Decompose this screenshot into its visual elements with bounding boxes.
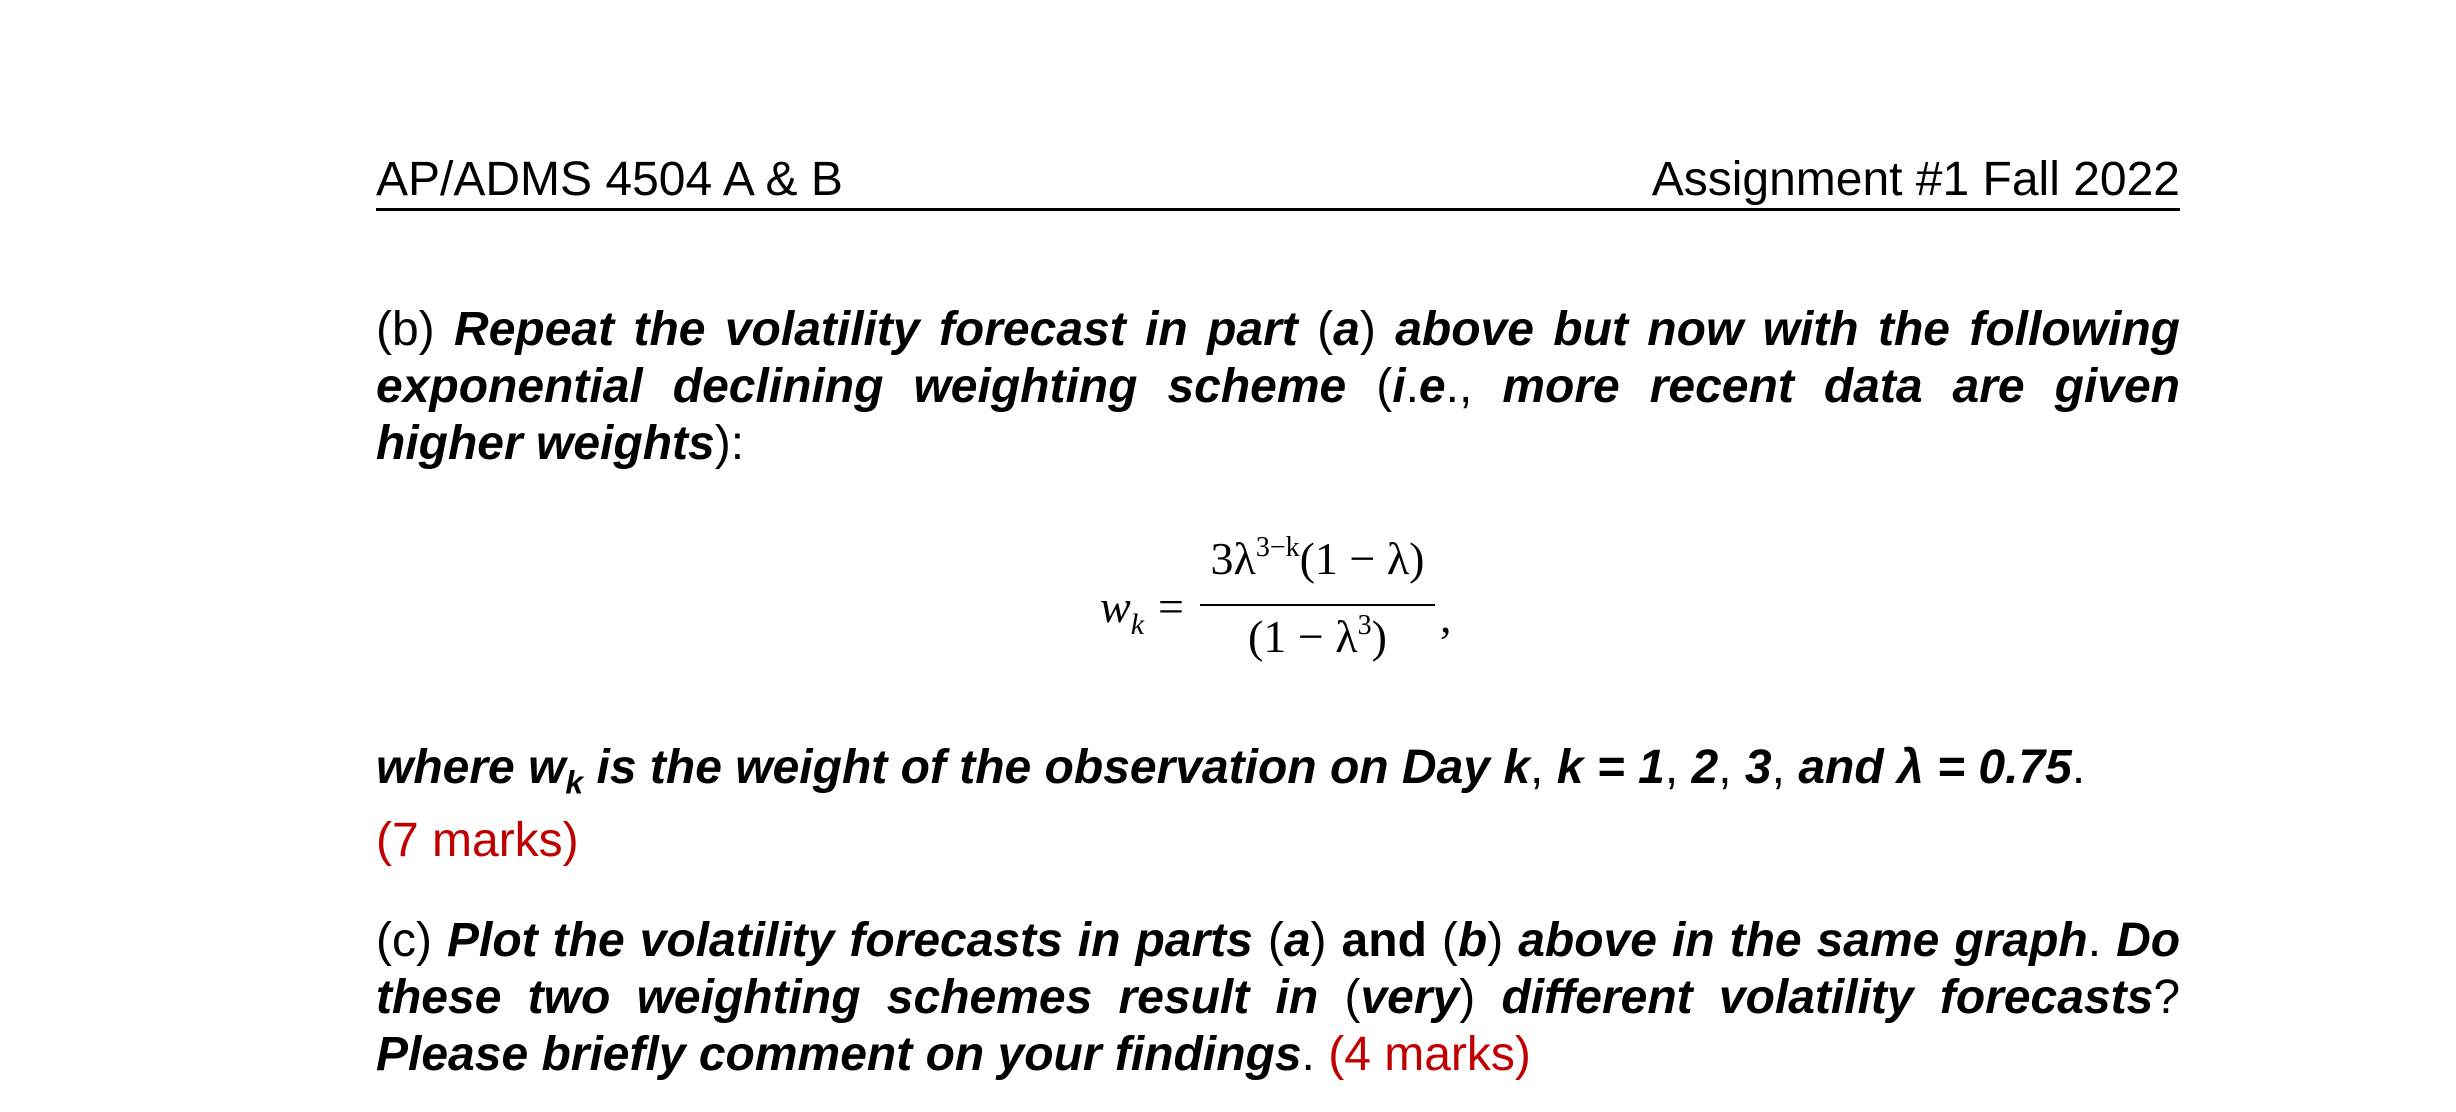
part-c-ref-b: b	[1457, 914, 1488, 967]
formula-lhs-sub: k	[1130, 608, 1145, 641]
formula-lhs	[1100, 580, 1144, 642]
part-b-label: (b)	[376, 303, 435, 356]
part-b-paren-open: (	[1317, 303, 1334, 356]
part-c-text-1: Plot the volatility forecasts in parts	[446, 914, 1253, 967]
formula-den-close: )	[1371, 611, 1387, 662]
where-paragraph	[376, 739, 2180, 869]
part-c-text-3: Do these two weighting schemes result in	[376, 914, 2181, 1024]
formula-num-rest: (1 − λ)	[1299, 533, 1425, 584]
ie-e: e	[1418, 360, 1446, 413]
formula-num-sup: 3−k	[1255, 532, 1300, 563]
part-b-text-3: more recent data are given higher weights	[376, 360, 2180, 470]
part-c-text-5: Please briefly comment on your findings	[376, 1028, 1302, 1081]
where-comma-4: ,	[1771, 741, 1785, 794]
formula-comma: ,	[1440, 591, 1452, 642]
part-b-marks: (7 marks)	[376, 813, 579, 867]
part-c-paragraph	[376, 912, 2180, 1083]
formula-numerator	[1200, 532, 1435, 585]
part-b-paragraph	[376, 301, 2180, 472]
part-c-a-open: (	[1267, 914, 1284, 967]
where-n3: 3	[1744, 741, 1772, 794]
part-c-text-2: above in the same graph	[1518, 914, 2088, 967]
where-comma-2: ,	[1664, 741, 1679, 794]
formula-den-sup: 3	[1357, 610, 1372, 641]
part-b-end: ):	[714, 417, 745, 470]
formula-lhs-var: w	[1100, 581, 1131, 632]
where-n1: 1	[1638, 741, 1665, 794]
part-b-paren-close: )	[1359, 303, 1376, 356]
part-c-question: ?	[2153, 971, 2181, 1024]
part-c-period-1: .	[2087, 914, 2102, 967]
part-c-period-2: .	[1301, 1028, 1315, 1081]
ie-end: .,	[1445, 360, 1473, 413]
where-k1: k	[1503, 741, 1531, 794]
where-period: .	[2071, 741, 2086, 794]
formula-fraction-bar	[1200, 604, 1435, 606]
assignment-title: Assignment #1 Fall 2022	[1651, 153, 2180, 206]
ie-dot: .	[1405, 360, 1419, 413]
where-equals: =	[1596, 741, 1625, 794]
part-c-b-close: )	[1487, 914, 1504, 967]
where-n2: 2	[1691, 741, 1719, 794]
part-b-ref-a: a	[1333, 303, 1360, 356]
part-c-very-open: (	[1344, 971, 1361, 1024]
formula-den-open: (1 − λ	[1248, 611, 1358, 662]
part-c-very: very	[1360, 971, 1460, 1024]
part-c-text-4: different volatility forecasts	[1501, 971, 2154, 1024]
course-code: AP/ADMS 4504 A & B	[376, 153, 843, 206]
part-b-text-2: above but now with the following exponential declining weighting scheme	[376, 303, 2180, 413]
part-c-and: and	[1341, 914, 1427, 967]
where-text-1: where w	[376, 741, 566, 794]
page-header	[376, 150, 2180, 211]
part-c-very-close: )	[1459, 971, 1476, 1024]
where-sub-k: k	[565, 764, 584, 801]
part-c-marks: (4 marks)	[1328, 1028, 1531, 1081]
part-c-ref-a: a	[1283, 914, 1311, 967]
part-c-b-open: (	[1441, 914, 1458, 967]
where-text-2: is the weight of the observation on Day	[596, 741, 1490, 794]
where-text-4: and λ = 0.75	[1798, 741, 2072, 794]
weight-formula	[1090, 530, 1490, 680]
part-b-text-1: Repeat the volatility forecast in part	[454, 303, 1298, 356]
where-comma-3: ,	[1718, 741, 1732, 794]
part-c-a-close: )	[1310, 914, 1327, 967]
formula-num-coef: 3λ	[1210, 533, 1256, 584]
ie-i: i	[1392, 360, 1406, 413]
formula-denominator	[1200, 610, 1435, 663]
ie-open: (	[1376, 360, 1393, 413]
where-comma-1: ,	[1530, 741, 1544, 794]
formula-equals: =	[1158, 581, 1184, 632]
part-c-label: (c)	[376, 914, 432, 967]
where-k2: k	[1556, 741, 1584, 794]
